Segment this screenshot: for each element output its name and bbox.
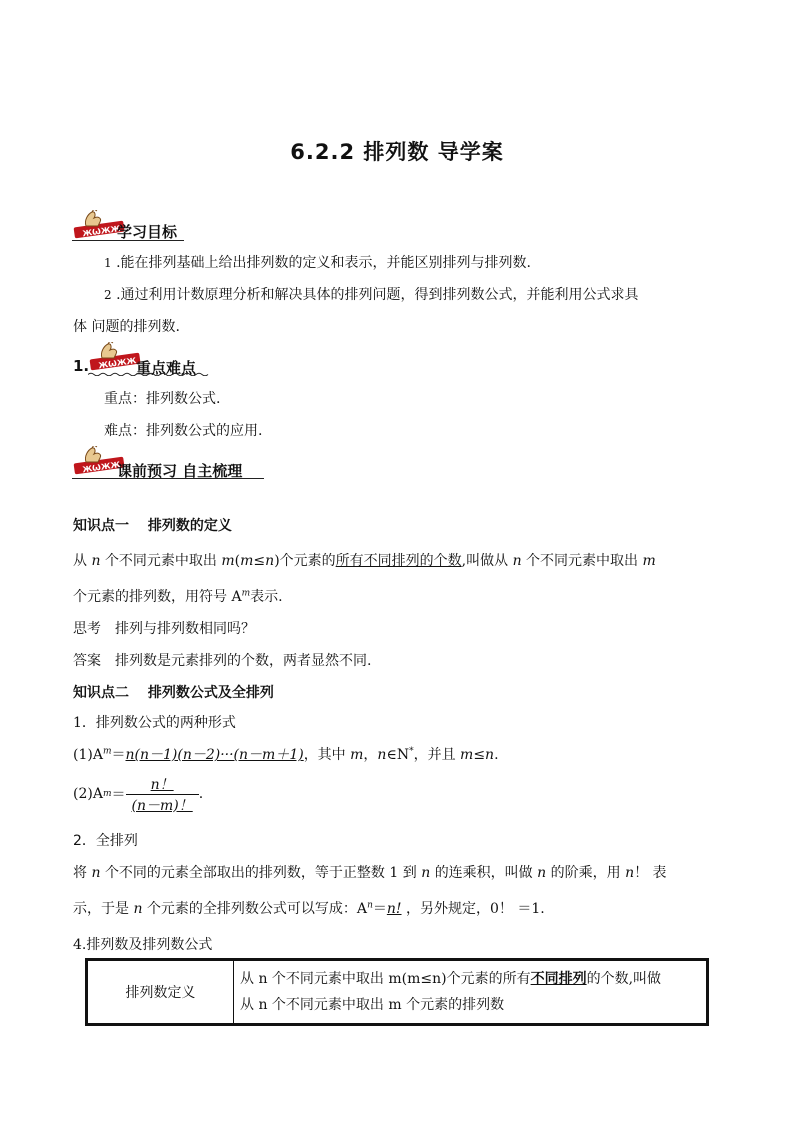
table-label-cell: 排列数定义 — [87, 960, 234, 1025]
section-preview-underline — [72, 478, 264, 479]
kp1-heading: 知识点一 排列数的定义 — [73, 518, 232, 534]
table-row — [87, 960, 708, 1025]
section-goals-label: 学习目标 — [117, 223, 178, 241]
section-key-prefix: 1. — [73, 357, 90, 375]
kp2-sub1: 1．排列数公式的两种形式 — [73, 715, 236, 731]
section-goals-underline — [72, 240, 184, 241]
difficult-point: 难点：排列数公式的应用. — [104, 423, 263, 439]
kp2-sub2: 2．全排列 — [73, 833, 138, 849]
goal-item-2-text: .通过利用计数原理分析和解决具体的排列问题，得到排列数公式，并能利用公式求具 — [116, 287, 639, 303]
goal-item-2-cont: 体 问题的排列数. — [73, 319, 180, 335]
kp2-formula2: (2)A m ＝ $\frac{n!}{(n-m)!}$ . — [73, 772, 203, 816]
section-key-label: 重点难点 — [136, 359, 197, 377]
formula-product: n(n－1)(n－2)···(n－m＋1) — [125, 747, 304, 763]
table-emphasis: 不同排列 — [530, 971, 587, 987]
section-preview-label: 课前预习 自主梳理 — [117, 462, 243, 480]
kp1-underlined: 所有不同排列的个数 — [335, 553, 462, 569]
definition-table — [85, 958, 709, 1026]
kp2-sub4: 4.排列数及排列数公式 — [73, 937, 213, 953]
table-line-2: 从 n 个不同元素中取出 m 个元素的排列数 — [240, 997, 505, 1013]
page-title: 6.2.2 排列数 导学案 — [290, 140, 504, 164]
table-content-cell — [234, 960, 708, 1025]
kp2-formula1: $(1)A^m=n(n-1)(n-2)\cdot\cdot\cdot(n-m+1)$，其中 m，n∈N*，并且 m≤n. — [73, 746, 499, 763]
kp1-think: 思考 排列与排列数相同吗？ — [73, 621, 255, 637]
factorial-fraction: $\frac{n!}{(n-m)!}$ — [126, 774, 199, 815]
kp2-heading: 知识点二 排列数公式及全排列 — [73, 685, 274, 701]
kp2-full-perm-line2: 示，于是 n 个元素的全排列数公式可以写成：$A^n=n$! ，另外规定，0！ ＝1. — [73, 900, 545, 917]
kp1-answer: 答案 排列数是元素排列的个数，两者显然不同. — [73, 653, 372, 669]
section-key-underline — [88, 372, 212, 376]
goal-item-1: 1 .能在排列基础上给出排列数的定义和表示，并能区别排列与排列数. — [104, 255, 531, 271]
kp2-full-perm-line1: 将 n 个不同的元素全部取出的排列数，等于正整数 1 到 n 的连乘积，叫做 n 的阶乘，用 n！ 表 — [73, 865, 667, 881]
kp1-definition-line1: 从 n 个不同元素中取出 m(m≤n)个元素的所有不同排列的个数,叫做从 n 个不同元素中取出 m — [73, 553, 656, 569]
kp1-definition-line2: 个元素的排列数，用符号 $A^m$表示. — [73, 588, 283, 605]
goal-item-1-text: .能在排列基础上给出排列数的定义和表示，并能区别排列与排列数. — [116, 255, 531, 271]
table-line-1: 从 n 个不同元素中取出 m(m≤n)个元素的所有不同排列的个数,叫做 — [240, 971, 662, 987]
key-point: 重点：排列数公式. — [104, 391, 221, 407]
goal-item-2: 2 .通过利用计数原理分析和解决具体的排列问题，得到排列数公式，并能利用公式求具 — [104, 287, 639, 303]
